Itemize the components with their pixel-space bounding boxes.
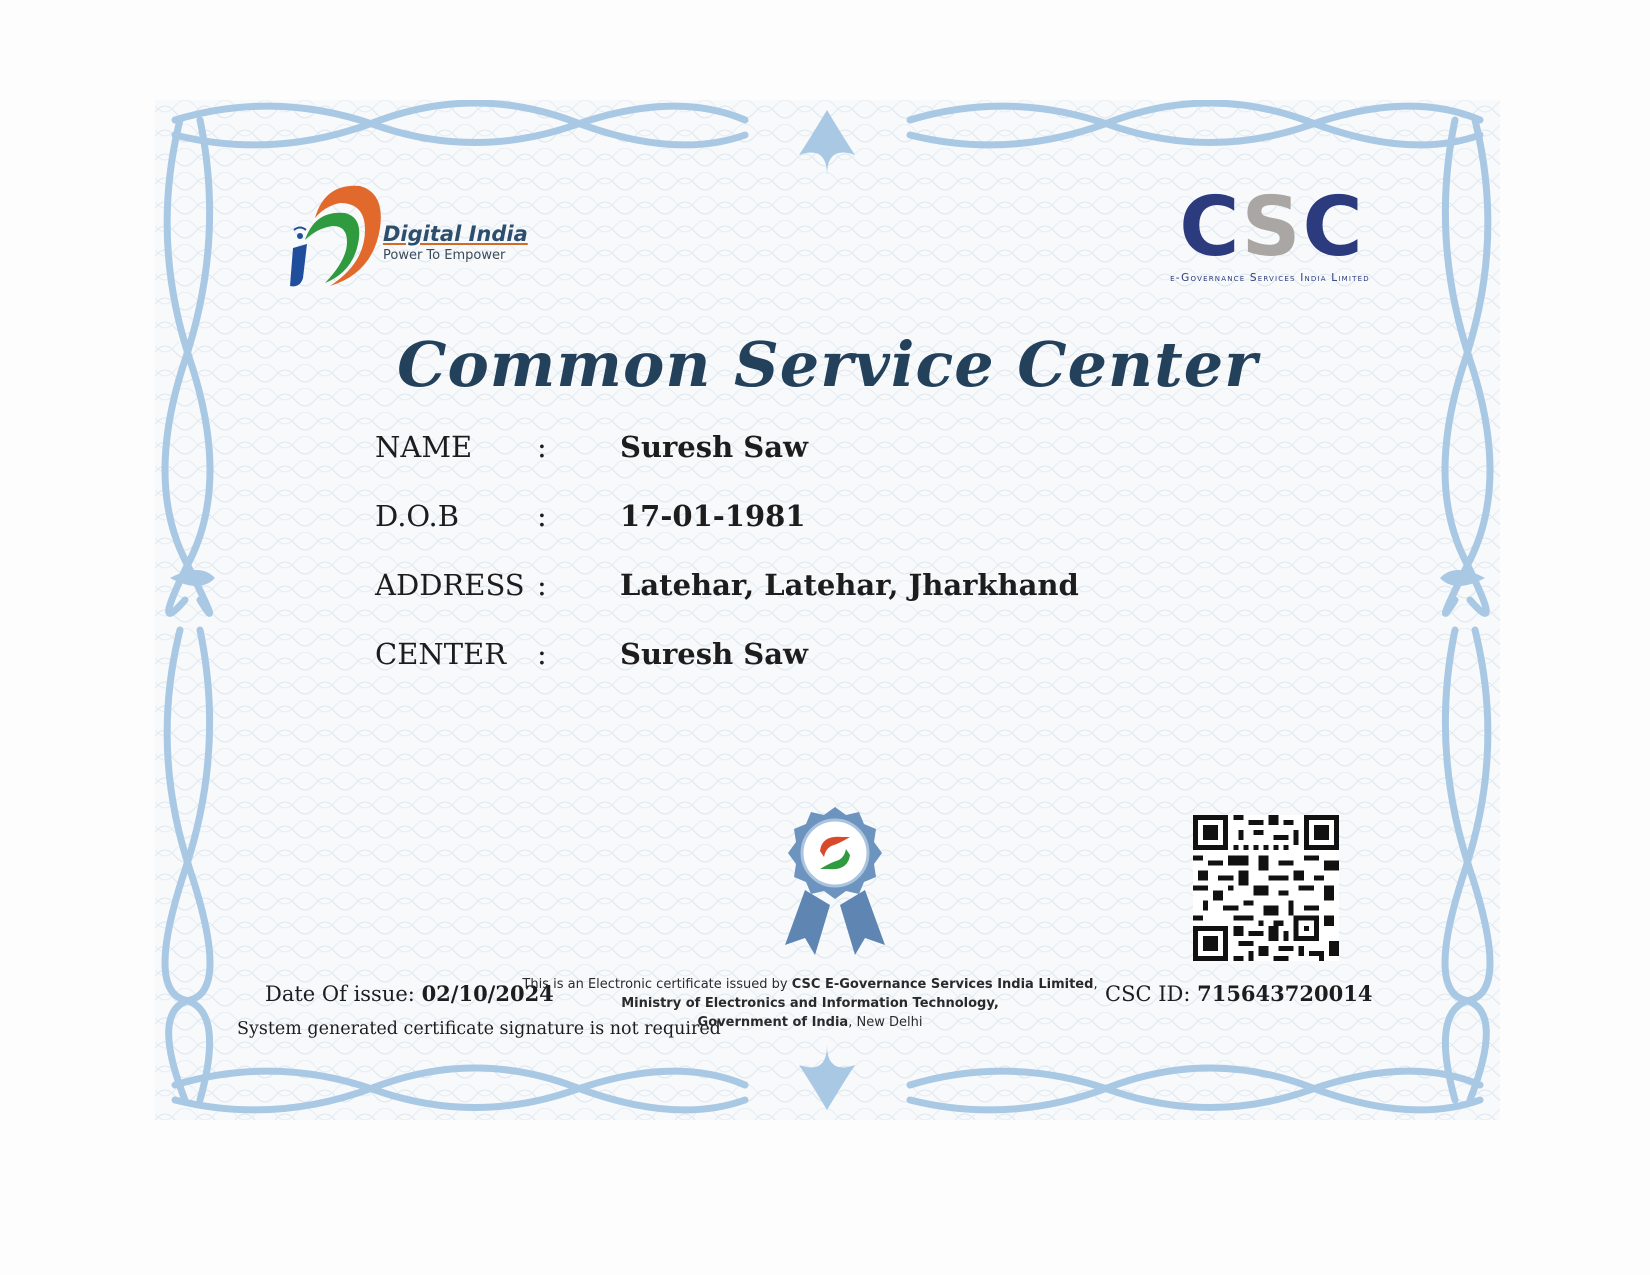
field-separator: : [537, 568, 547, 602]
elec-line1-issuer: CSC E-Governance Services India Limited [791, 977, 1094, 992]
csc-id-value: 715643720014 [1197, 981, 1373, 1006]
field-value: Suresh Saw [620, 637, 808, 671]
field-value: Latehar, Latehar, Jharkhand [620, 568, 1079, 602]
date-of-issue-label: Date Of issue: [265, 982, 415, 1006]
csc-id-label: CSC ID: [1105, 982, 1191, 1006]
csc-letter-s: S [1241, 180, 1299, 275]
field-label: CENTER [375, 637, 507, 671]
csc-letter-c1: C [1179, 180, 1238, 275]
signature-note: System generated certificate signature is not required [237, 1019, 721, 1039]
elec-line2-ministry: Ministry of Electronics and Information Technology, [621, 996, 999, 1011]
qr-code [1193, 815, 1339, 961]
award-seal-icon [770, 805, 900, 965]
field-separator: : [537, 499, 547, 533]
elec-line1-suffix: , [1093, 977, 1098, 992]
csc-subtitle: e-Governance Services India Limited [1170, 272, 1370, 284]
field-label: NAME [375, 430, 473, 464]
csc-logo [1135, 180, 1405, 300]
certificate [155, 100, 1500, 1120]
field-label: D.O.B [375, 499, 460, 533]
field-label: ADDRESS [375, 568, 525, 602]
digital-india-logo [285, 178, 528, 293]
digital-india-emblem-icon [285, 178, 385, 293]
field-value: Suresh Saw [620, 430, 808, 464]
elec-line1-prefix: This is an Electronic certificate issued by [522, 977, 788, 992]
field-separator: : [537, 430, 547, 464]
field-separator: : [537, 637, 547, 671]
csc-id [1105, 981, 1372, 1006]
elec-line3-government: Government of India [697, 1015, 849, 1030]
csc-letter-c2: C [1302, 180, 1361, 275]
elec-line3-suffix: , New Delhi [848, 1015, 923, 1030]
digital-india-tagline: Power To Empower [383, 248, 506, 263]
digital-india-title: Digital India [383, 222, 528, 246]
field-value: 17-01-1981 [620, 499, 806, 533]
date-of-issue-value: 02/10/2024 [421, 981, 554, 1006]
certificate-title: Common Service Center [397, 328, 1258, 401]
electronic-certificate-note [510, 975, 1110, 1032]
